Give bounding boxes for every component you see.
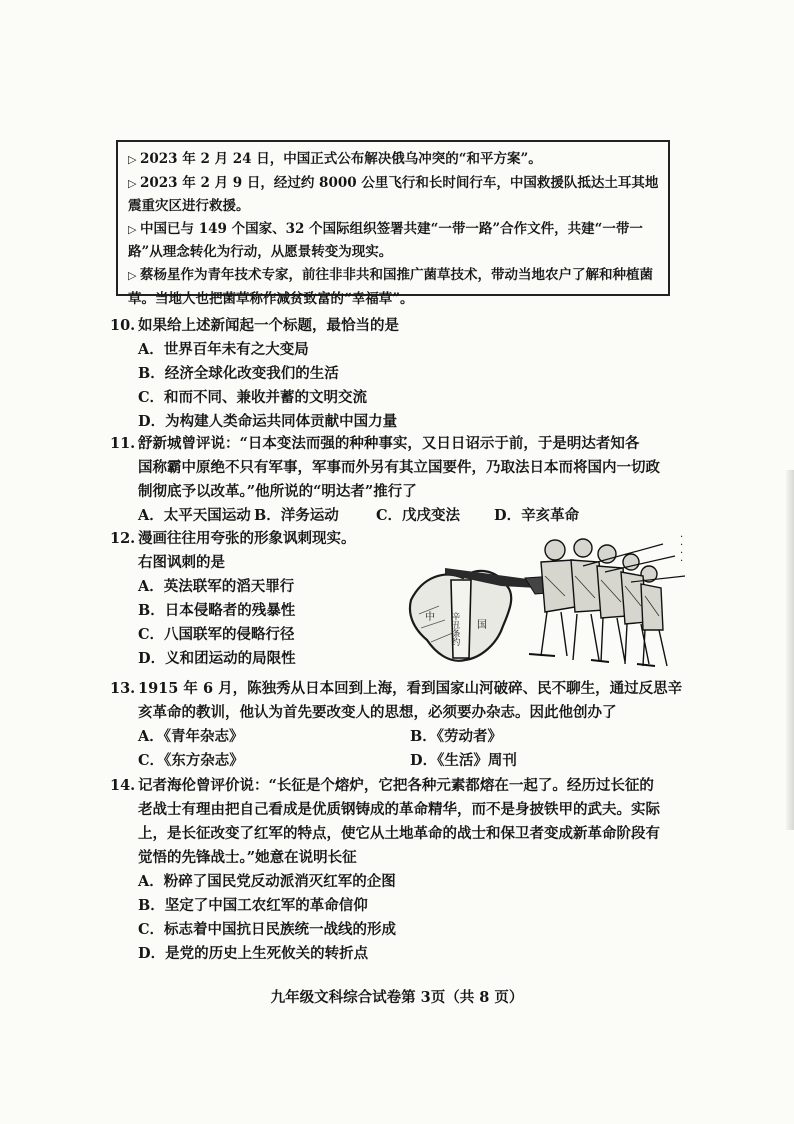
options-row xyxy=(110,749,690,773)
question-stem-line: 亥革命的教训，他认为首先要改变人的思想，必须要办杂志。因此他创办了 xyxy=(138,704,617,721)
question-10 xyxy=(110,314,690,434)
news-item: ▷ 蔡杨星作为青年技术专家，前往非非共和国推广菌草技术，带动当地农户了解和种植菌草。当地人也把菌草称作减贫致富的“幸福草”。 xyxy=(128,266,653,307)
map-label: 中 xyxy=(425,612,435,623)
option-b: B．洋务运动 xyxy=(254,507,339,524)
triangle-bullet-icon: ▷ xyxy=(128,222,137,236)
option-c: C．戊戌变法 xyxy=(376,507,461,524)
question-stem-line: 右图讽刺的是 xyxy=(138,554,225,571)
option-a: A．英法联军的滔天罪行 xyxy=(138,578,295,595)
question-stem-line: 1915 年 6 月，陈独秀从日本回到上海，看到国家山河破碎、民不聊生，通过反思辛 xyxy=(138,680,683,697)
options-row xyxy=(110,725,690,749)
question-number: 10. xyxy=(110,317,136,334)
question-14 xyxy=(110,774,690,966)
triangle-bullet-icon: ▷ xyxy=(128,153,137,166)
question-stem-line: 舒新城曾评说：“日本变法而强的种种事实，又日日诏示于前，于是明达者知各 xyxy=(138,435,640,452)
question-stem-line: 记者海伦曾评价说：“长征是个熔炉，它把各种元素都熔在一起了。经历过长征的 xyxy=(138,777,654,794)
option-b: B．坚定了中国工农红军的革命信仰 xyxy=(138,897,368,914)
options-row xyxy=(110,504,690,528)
option-a: A．《青年杂志》 xyxy=(138,728,244,745)
question-stem-line: 上，是长征改变了红军的特点，使它从土地革命的战士和保卫者变成新革命阶段有 xyxy=(138,825,660,842)
option-a: A．粉碎了国民党反动派消灭红军的企图 xyxy=(138,873,396,890)
question-stem: 漫画往往用夸张的形象讽刺现实。 xyxy=(138,530,356,547)
option-d: D．为构建人类命运共同体贡献中国力量 xyxy=(138,413,398,430)
political-cartoon xyxy=(405,532,690,672)
triangle-bullet-icon: ▷ xyxy=(128,176,137,190)
treaty-label: 辛丑条约 xyxy=(450,612,460,646)
question-number: 13. xyxy=(110,680,136,697)
option-a: A．太平天国运动 xyxy=(138,507,251,524)
triangle-bullet-icon: ▷ xyxy=(128,268,137,282)
question-stem-line: 国称霸中原绝不只有军事，军事而外另有其立国要件，乃取法日本而将国内一切政 xyxy=(138,459,660,476)
scan-edge-shadow xyxy=(786,470,794,830)
question-13 xyxy=(110,677,690,773)
option-b: B．经济全球化改变我们的生活 xyxy=(138,365,339,382)
question-number: 14. xyxy=(110,777,136,794)
option-d: D．辛亥革命 xyxy=(494,507,580,524)
option-c: C．标志着中国抗日民族统一战线的形成 xyxy=(138,921,397,938)
question-11 xyxy=(110,432,690,528)
news-item: ▷ 2023 年 2 月 9 日，经过约 8000 公里飞行和长时间行车，中国救援队抵达土耳其地震重灾区进行救援。 xyxy=(128,174,659,215)
question-stem-line: 老战士有理由把自己看成是优质钢铸成的革命精华，而不是身披铁甲的武夫。实际 xyxy=(138,801,660,818)
question-stem-line: 制彻底予以改革。”他所说的“明达者”推行了 xyxy=(138,483,417,500)
option-d: D．是党的历史上生死攸关的转折点 xyxy=(138,945,369,962)
news-box xyxy=(116,140,670,307)
option-a: A．世界百年未有之大变局 xyxy=(138,341,309,358)
option-d: D．义和团运动的局限性 xyxy=(138,650,296,667)
margin-dots: · · · · xyxy=(680,532,684,567)
news-item: ▷ 2023 年 2 月 24 日，中国正式公布解决俄乌冲突的“和平方案”。 xyxy=(128,148,660,172)
option-c: C．《东方杂志》 xyxy=(138,752,244,769)
news-item: ▷ 中国已与 149 个国家、32 个国际组织签署共建“一带一路”合作文件，共建“一带一路”从理念转化为行动，从愿景转变为现实。 xyxy=(128,220,643,261)
option-b: B．《劳动者》 xyxy=(410,728,503,745)
question-number: 12. xyxy=(110,530,136,547)
question-number: 11. xyxy=(110,435,136,452)
option-b: B．日本侵略者的残暴性 xyxy=(138,602,296,619)
question-stem: 如果给上述新闻起一个标题，最恰当的是 xyxy=(138,317,399,334)
option-c: C．八国联军的侵略行径 xyxy=(138,626,295,643)
option-c: C．和而不同、兼收并蓄的文明交流 xyxy=(138,389,368,406)
option-d: D．《生活》周刊 xyxy=(410,752,517,769)
soldier-crowd xyxy=(529,539,685,666)
map-label: 国 xyxy=(477,620,487,631)
question-stem-line: 觉悟的先锋战士。”她意在说明长征 xyxy=(138,849,357,866)
page-footer: 九年级文科综合试卷第 3页（共 8 页） xyxy=(270,989,524,1006)
